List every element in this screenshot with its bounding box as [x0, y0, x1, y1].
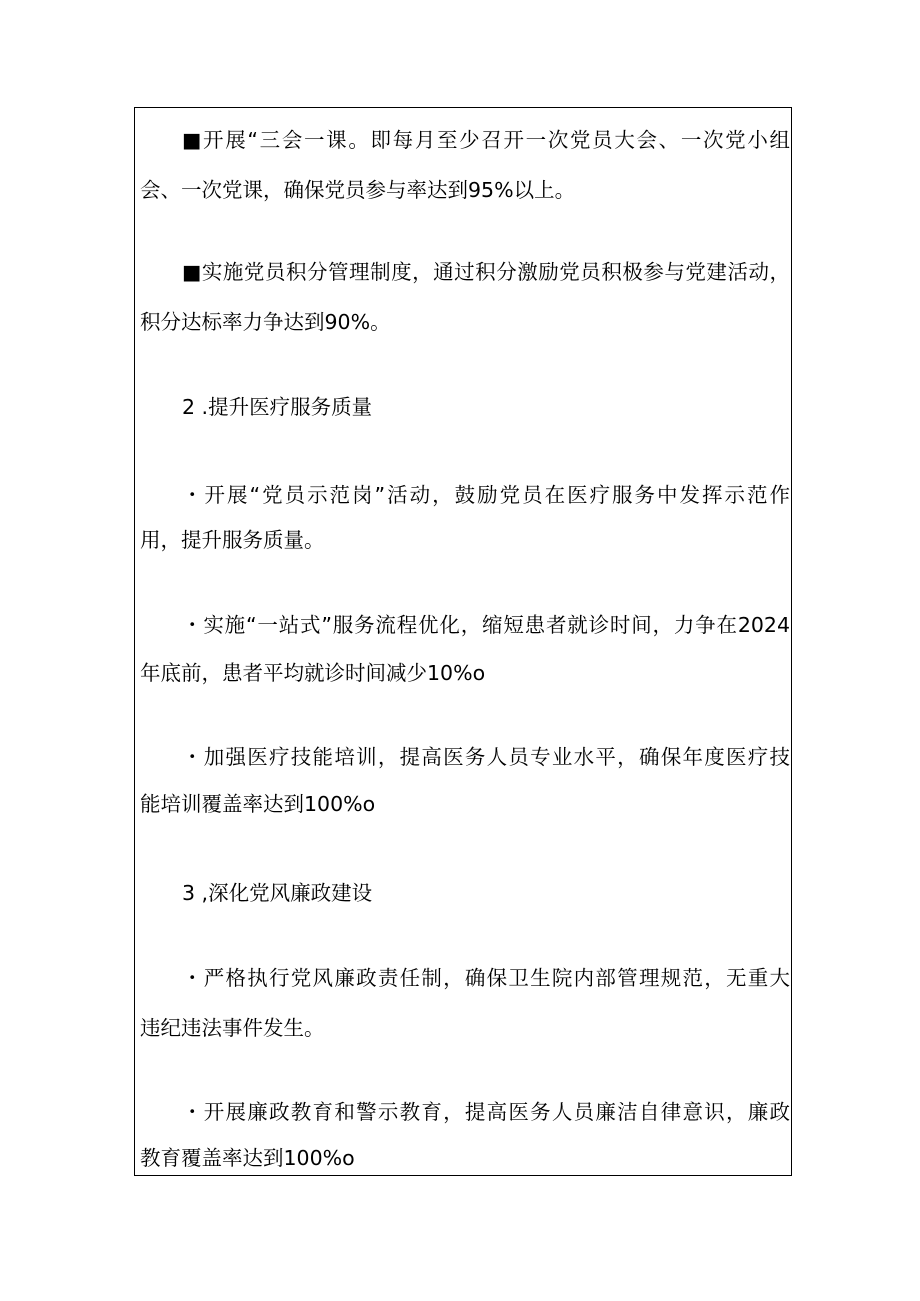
- bullet-one-stop-line-1: ・实施“一站式”服务流程优化，缩短患者就诊时间，力争在2024: [182, 613, 790, 637]
- bullet-integrity-education-line-1: ・开展廉政教育和警示教育，提高医务人员廉洁自律意识，廉政: [182, 1100, 790, 1124]
- bullet-responsibility-line-1: ・严格执行党风廉政责任制，确保卫生院内部管理规范，无重大: [182, 966, 790, 990]
- bullet-points-system-line-1: ■实施党员积分管理制度，通过积分激励党员积极参与党建活动，: [182, 260, 790, 284]
- bullet-responsibility-line-2: 违纪违法事件发生。: [140, 1016, 325, 1040]
- bullet-model-post-line-1: ・开展“党员示范岗”活动，鼓励党员在医疗服务中发挥示范作: [182, 483, 790, 507]
- bullet-points-system-line-2: 积分达标率力争达到90%。: [140, 310, 391, 334]
- bullet-three-meetings-line-1: ■开展“三会一课。即每月至少召开一次党员大会、一次党小组: [182, 128, 790, 152]
- bullet-integrity-education-line-2: 教育覆盖率达到100%o: [140, 1146, 355, 1170]
- section-heading-3: 3 ,深化党风廉政建设: [182, 881, 373, 905]
- bullet-skills-training-line-2: 能培训覆盖率达到100%o: [140, 792, 376, 816]
- bullet-model-post-line-2: 用，提升服务质量。: [140, 528, 325, 552]
- bullet-three-meetings-line-2: 会、一次党课，确保党员参与率达到95%以上。: [140, 178, 576, 202]
- bullet-one-stop-line-2: 年底前，患者平均就诊时间减少10%o: [140, 661, 486, 685]
- bullet-skills-training-line-1: ・加强医疗技能培训，提高医务人员专业水平，确保年度医疗技: [182, 745, 790, 769]
- section-heading-2: 2 .提升医疗服务质量: [182, 395, 373, 419]
